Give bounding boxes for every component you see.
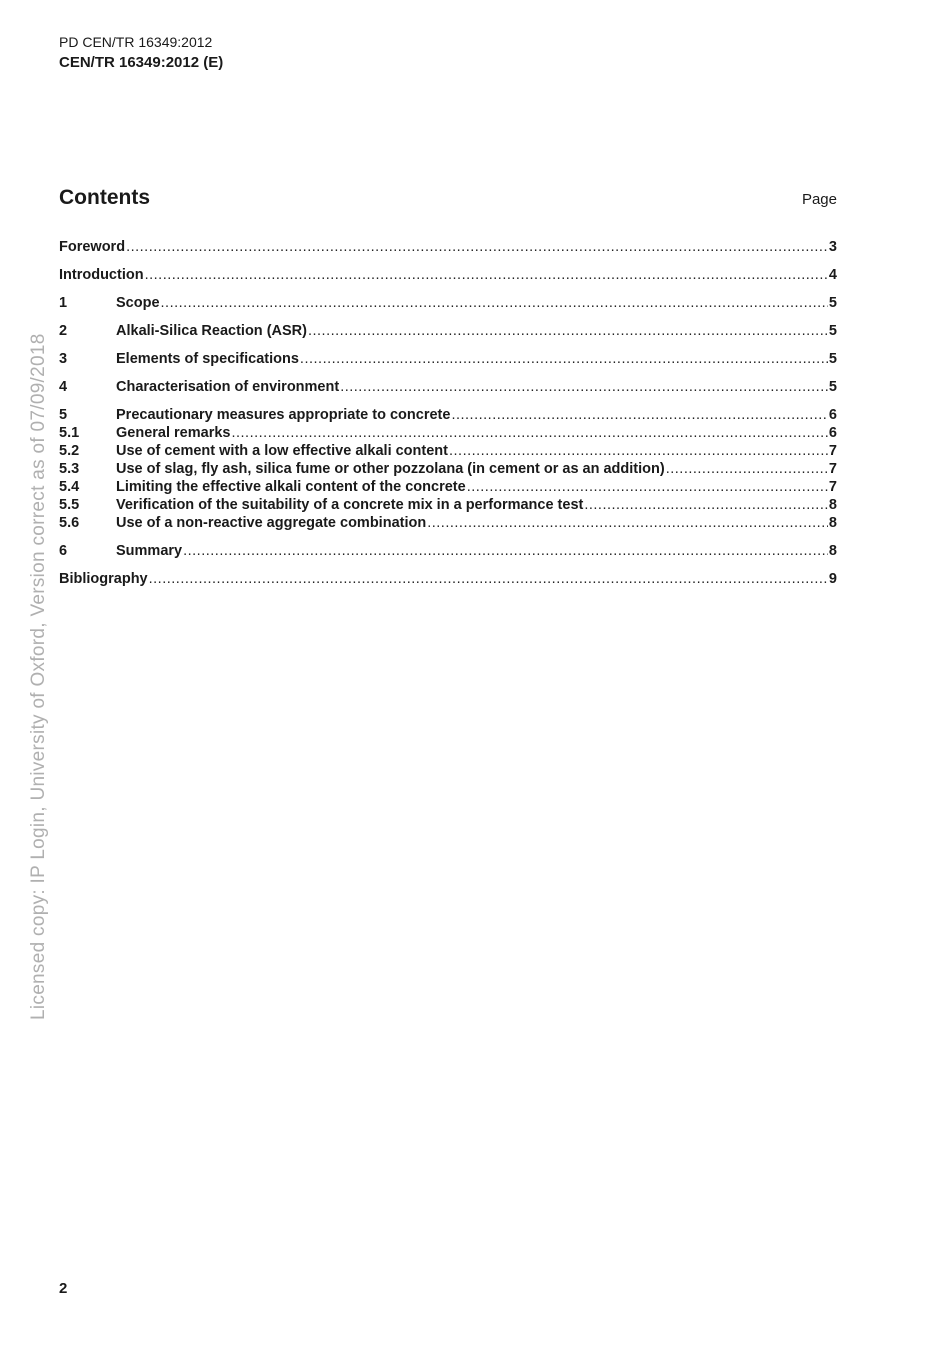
table-of-contents [59,238,837,588]
toc-entry-number: 4 [59,379,68,395]
toc-entry-2[interactable] [59,322,837,340]
toc-entry-number: 5 [59,407,68,423]
toc-entry-label: Summary [116,543,183,559]
toc-entry-page: 6 [828,407,837,423]
toc-entry-number: 1 [59,295,68,311]
toc-entry-number: 5.4 [59,479,80,495]
toc-entry-number: 3 [59,351,68,367]
toc-entry-5-1[interactable] [59,424,837,442]
dot-leader [451,406,827,424]
toc-entry-3[interactable] [59,350,837,368]
toc-entry-label: Introduction [59,267,144,283]
toc-entry-number: 5.2 [59,443,80,459]
document-header [59,33,223,73]
dot-leader [308,322,828,340]
page-number: 2 [59,1280,68,1297]
toc-entry-page: 4 [828,267,837,283]
toc-entry-page: 5 [828,379,837,395]
toc-entry-5-2[interactable] [59,442,837,460]
toc-entry-number: 2 [59,323,68,339]
dot-leader [666,460,828,478]
toc-entry-5-5[interactable] [59,496,837,514]
header-standard-id-english: CEN/TR 16349:2012 (E) [59,54,224,71]
toc-entry-page: 8 [828,497,837,513]
toc-entry-label: Verification of the suitability of a concrete mix in a performance test [116,497,584,513]
toc-entry-label: Scope [116,295,160,311]
toc-entry-5-3[interactable] [59,460,837,478]
toc-entry-page: 6 [828,425,837,441]
toc-entry-label: Alkali-Silica Reaction (ASR) [116,323,307,339]
toc-entry-label: Use of a non-reactive aggregate combination [116,515,427,531]
dot-leader [149,570,828,588]
dot-leader [340,378,828,396]
toc-entry-page: 7 [828,443,837,459]
toc-entry-label: Foreword [59,239,126,255]
toc-entry-page: 5 [828,295,837,311]
toc-entry-5[interactable] [59,406,837,424]
toc-entry-label: Use of slag, fly ash, silica fume or other pozzolana (in cement or as an addition) [116,461,665,477]
toc-entry-6[interactable] [59,542,837,560]
toc-entry-label: Bibliography [59,571,148,587]
dot-leader [467,478,828,496]
toc-entry-number: 5.3 [59,461,80,477]
dot-leader [183,542,828,560]
dot-leader [145,266,828,284]
toc-entry-number: 5.6 [59,515,80,531]
page-column-label: Page [801,191,837,208]
toc-entry-page: 7 [828,479,837,495]
toc-entry-5-6[interactable] [59,514,837,532]
toc-title: Contents [59,186,150,209]
dot-leader [126,238,828,256]
dot-leader [449,442,828,460]
toc-entry-4[interactable] [59,378,837,396]
toc-entry-page: 8 [828,543,837,559]
toc-entry-label: Precautionary measures appropriate to concrete [116,407,451,423]
dot-leader [231,424,827,442]
toc-entry-label: Characterisation of environment [116,379,340,395]
toc-entry-number: 5.1 [59,425,80,441]
toc-entry-5-4[interactable] [59,478,837,496]
toc-entry-number: 5.5 [59,497,80,513]
toc-entry-number: 6 [59,543,68,559]
toc-entry-label: Limiting the effective alkali content of the concrete [116,479,466,495]
license-watermark: Licensed copy: IP Login, University of Oxford, Version correct as of 07/09/2018 [28,333,49,1020]
toc-entry-foreword[interactable] [59,238,837,256]
toc-entry-label: Elements of specifications [116,351,299,367]
toc-entry-label: General remarks [116,425,231,441]
toc-entry-1[interactable] [59,294,837,312]
toc-heading [59,186,837,210]
dot-leader [584,496,828,514]
toc-entry-page: 7 [828,461,837,477]
dot-leader [161,294,828,312]
dot-leader [427,514,828,532]
header-standard-id: PD CEN/TR 16349:2012 [59,34,213,50]
dot-leader [300,350,828,368]
toc-entry-page: 5 [828,323,837,339]
toc-entry-page: 9 [828,571,837,587]
toc-entry-page: 3 [828,239,837,255]
toc-entry-introduction[interactable] [59,266,837,284]
toc-entry-label: Use of cement with a low effective alkali content [116,443,448,459]
toc-entry-page: 8 [828,515,837,531]
toc-entry-bibliography[interactable] [59,570,837,588]
toc-entry-page: 5 [828,351,837,367]
